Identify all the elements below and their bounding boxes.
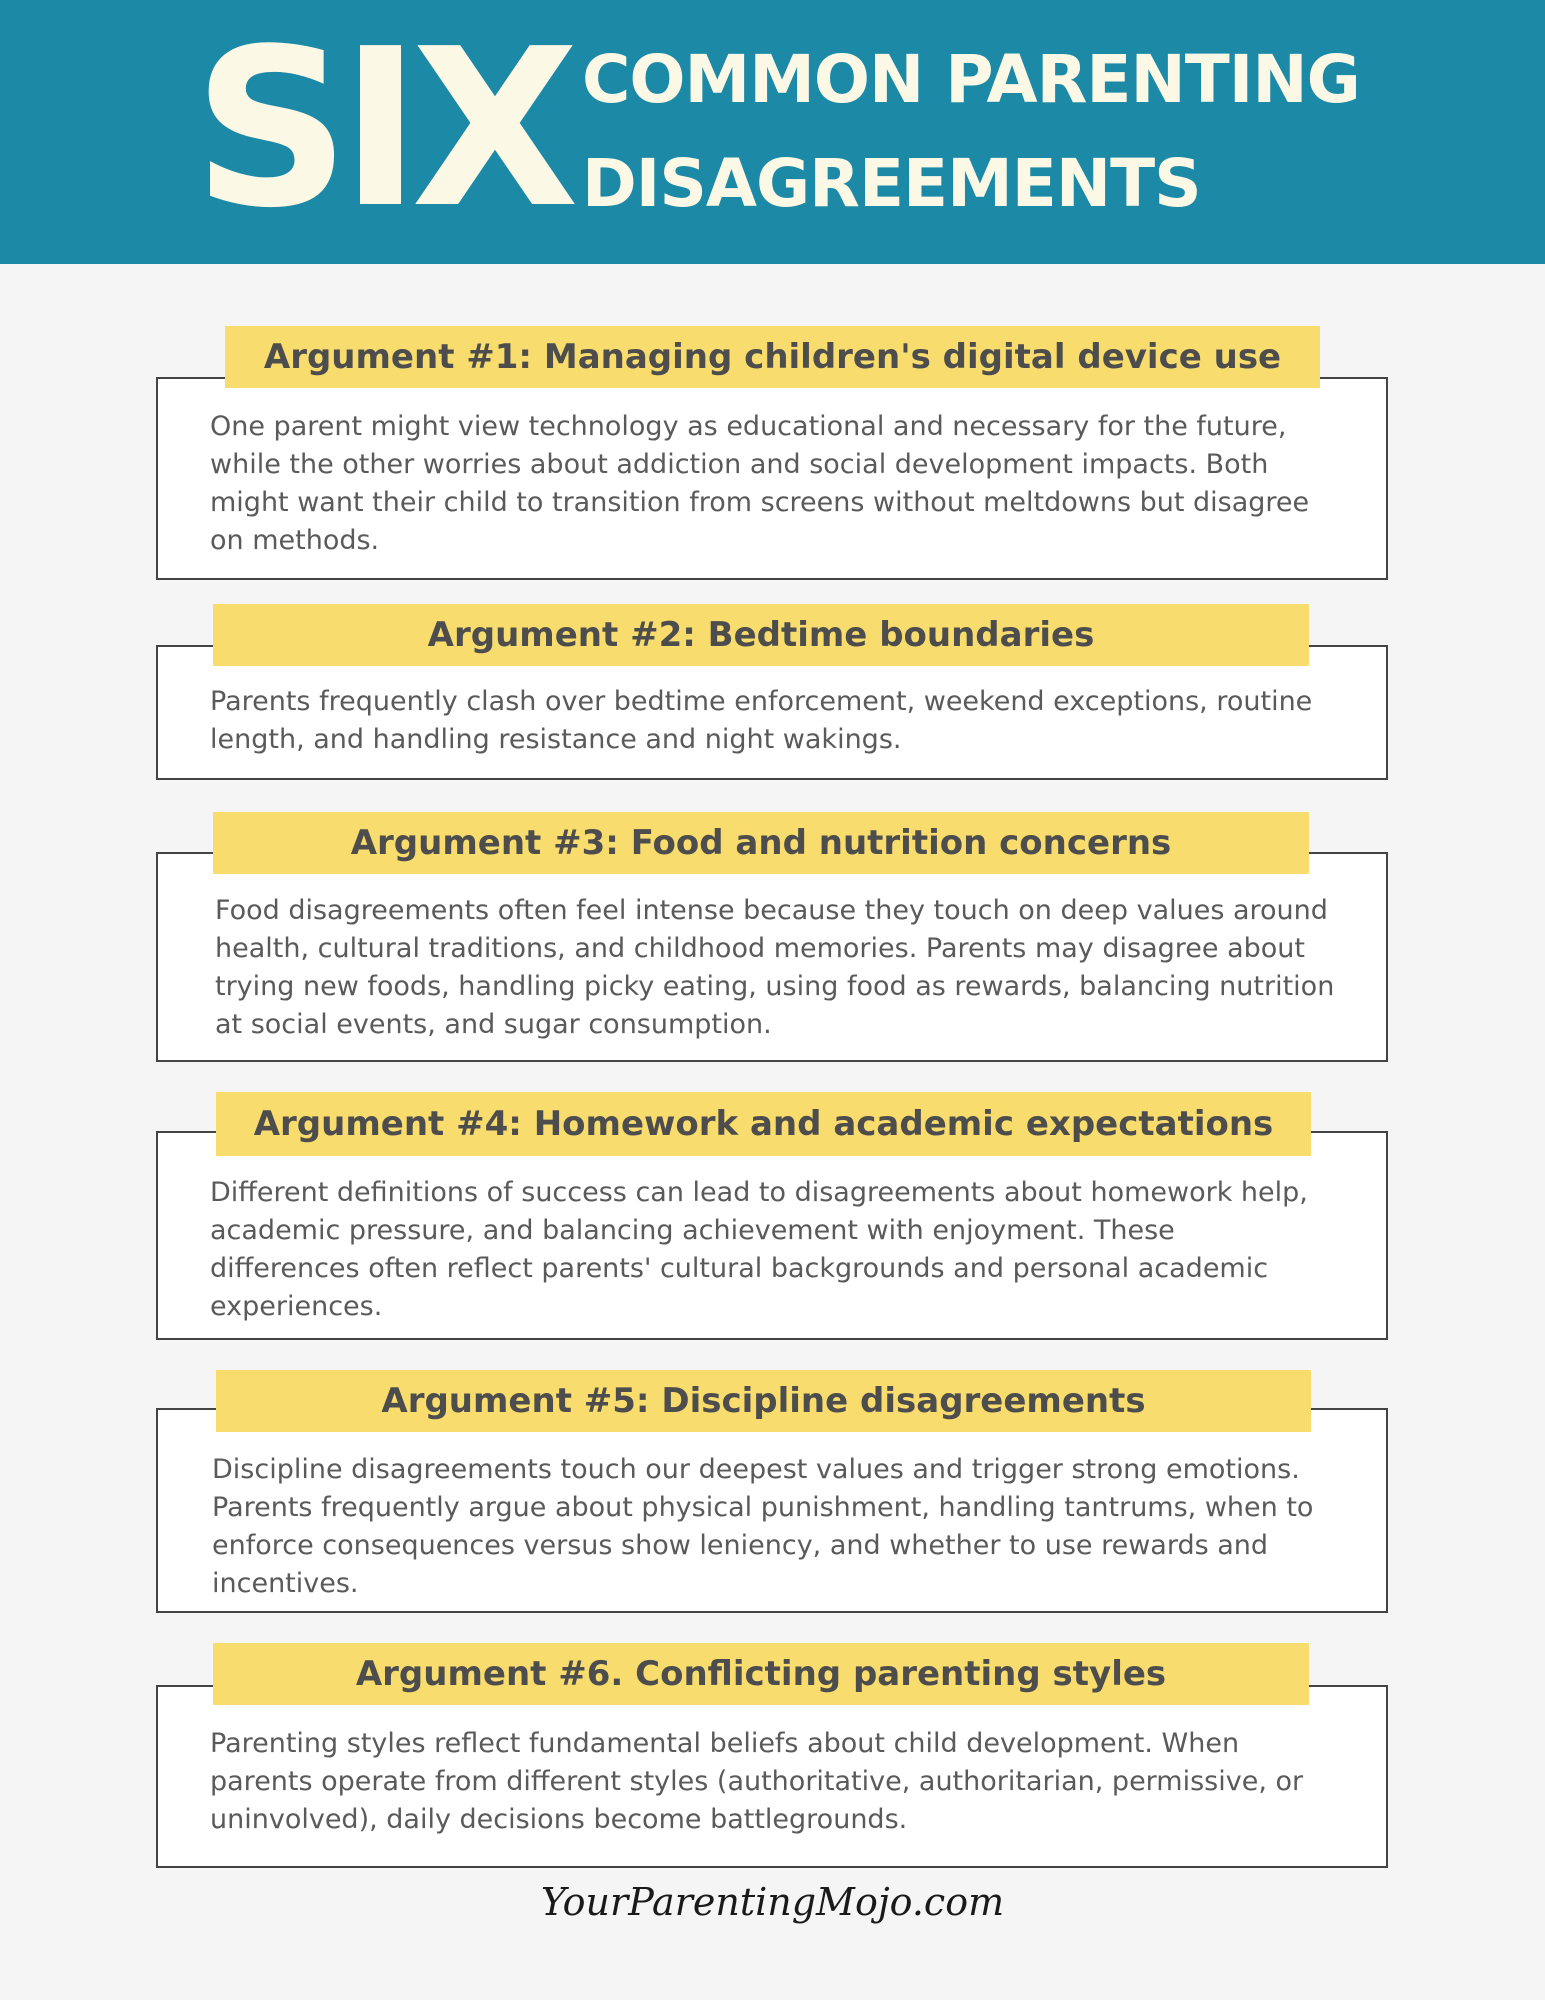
argument-body-6: Parenting styles reflect fundamental beliefs about child development. When parents operate from different styles (authoritative, authoritarian, permissive, or uninvolved), daily decisions become battlegrounds. — [210, 1728, 1304, 1835]
argument-title-4: Argument #4: Homework and academic expectations — [216, 1092, 1311, 1156]
argument-title-1: Argument #1: Managing children's digital device use — [225, 326, 1320, 388]
argument-title-2: Argument #2: Bedtime boundaries — [213, 604, 1309, 666]
header-banner — [0, 0, 1545, 264]
argument-title-6: Argument #6. Conflicting parenting styles — [213, 1643, 1309, 1705]
footer-brand: YourParentingMojo.com — [540, 1880, 1005, 1924]
argument-body-3: Food disagreements often feel intense because they touch on deep values around health, cultural traditions, and childhood memories. Parents may disagree about trying new foods, handling picky eating, using food as rewards, balancing nutrition at social events, and sugar consumption. — [215, 895, 1335, 1040]
header-title-line1: COMMON PARENTING — [582, 41, 1360, 118]
argument-body-2: Parents frequently clash over bedtime enforcement, weekend exceptions, routine length, and handling resistance and night wakings. — [210, 686, 1313, 755]
argument-body-1: One parent might view technology as educational and necessary for the future, while the other worries about addiction and social development impacts. Both might want their child to transition from screens without meltdowns but disagree on methods. — [210, 411, 1310, 556]
argument-body-4: Different definitions of success can lead to disagreements about homework help, academic pressure, and balancing achievement with enjoyment. These differences often reflect parents' cultural backgrounds and personal academic experiences. — [210, 1177, 1308, 1322]
argument-title-5: Argument #5: Discipline disagreements — [216, 1370, 1311, 1432]
header-title-line2: DISAGREEMENTS — [582, 145, 1201, 222]
header-six: SIX — [193, 3, 570, 256]
argument-body-5: Discipline disagreements touch our deepest values and trigger strong emotions. Parents frequently argue about physical punishment, handling tantrums, when to enforce consequences versus show leniency, and whether to use rewards and incentives. — [212, 1454, 1314, 1599]
argument-title-3: Argument #3: Food and nutrition concerns — [213, 812, 1309, 874]
